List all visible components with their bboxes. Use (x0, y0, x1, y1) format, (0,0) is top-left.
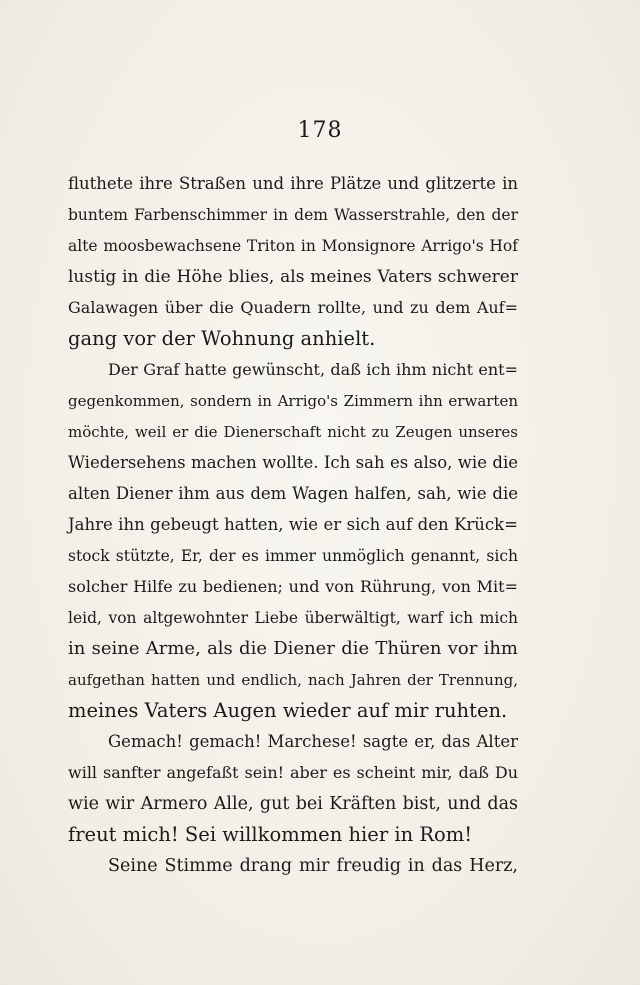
text-line: meines Vaters Augen wieder auf mir ruhten. (68, 699, 508, 722)
text-line: alten Diener ihm aus dem Wagen halfen, sah, wie die (68, 484, 518, 503)
text-line: möchte, weil er die Dienerschaft nicht zu Zeugen unseres (68, 423, 518, 441)
text-line: aufgethan hatten und endlich, nach Jahren der Trennung, (68, 671, 518, 689)
text-line: leid, von altgewohnter Liebe überwältigt, warf ich mich (68, 609, 518, 627)
text-line: Wiedersehens machen wollte. Ich sah es also, wie die (68, 453, 518, 472)
text-line: Seine Stimme drang mir freudig in das Herz, (108, 856, 518, 876)
text-line: buntem Farbenschimmer in dem Wasserstrahle, den der (68, 206, 518, 224)
text-line: Jahre ihn gebeugt hatten, wie er sich auf den Krück= (68, 515, 518, 534)
text-line: freut mich! Sei willkommen hier in Rom! (68, 823, 473, 846)
text-line: gegenkommen, sondern in Arrigo's Zimmern ihn erwarten (68, 392, 518, 410)
text-line: fluthete ihre Straßen und ihre Plätze und glitzerte in (68, 174, 518, 193)
text-line: in seine Arme, als die Diener die Thüren vor ihm (68, 638, 518, 659)
text-line: wie wir Armero Alle, gut bei Kräften bist, und das (68, 794, 518, 814)
text-line: lustig in die Höhe blies, als meines Vaters schwerer (68, 267, 518, 287)
text-line: solcher Hilfe zu bedienen; und von Rührung, von Mit= (68, 577, 518, 596)
text-line: alte moosbewachsene Triton in Monsignore Arrigo's Hof (68, 237, 518, 255)
text-line: will sanfter angefaßt sein! aber es scheint mir, daß Du (68, 763, 518, 782)
page-number: 178 (297, 118, 343, 143)
text-line: Galawagen über die Quadern rollte, und zu dem Auf= (68, 298, 518, 317)
text-line: gang vor der Wohnung anhielt. (68, 327, 376, 350)
text-line: Gemach! gemach! Marchese! sagte er, das Alter (108, 732, 518, 751)
text-line: Der Graf hatte gewünscht, daß ich ihm nicht ent= (108, 360, 518, 379)
text-line: stock stützte, Er, der es immer unmöglich genannt, sich (68, 547, 518, 565)
